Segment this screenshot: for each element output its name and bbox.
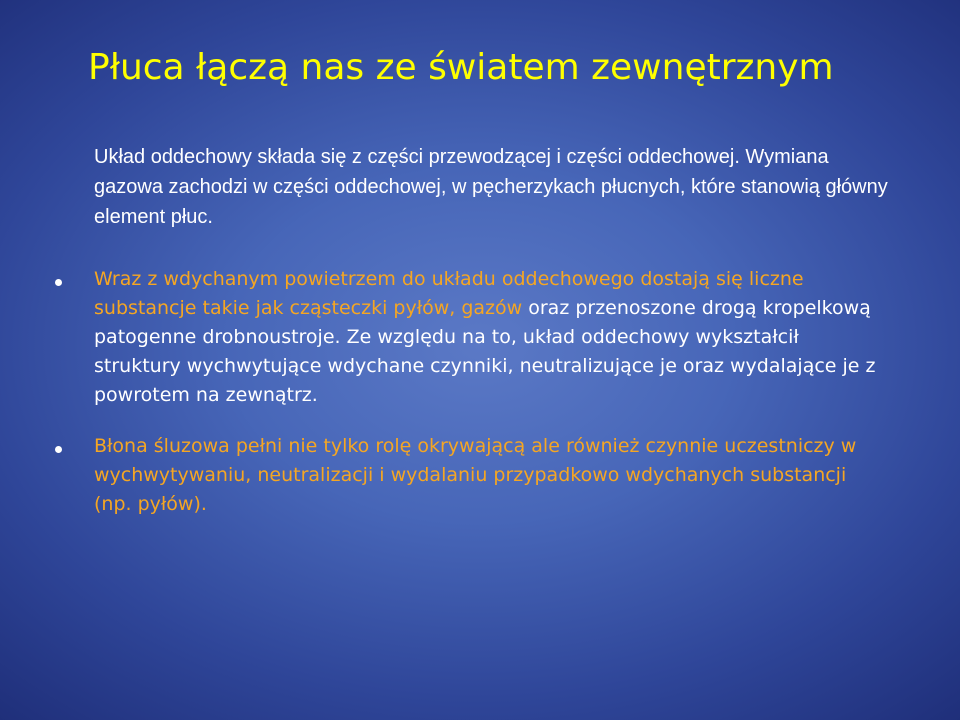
bullet-text-2: Błona śluzowa pełni nie tylko rolę okrywającą ale również czynnie uczestniczy w wychwytywaniu, neutralizacji i wydalaniu przypadkowo wdychanych substancji (np. pyłów). (94, 435, 857, 515)
bullet-dot-icon (55, 279, 62, 286)
bullet-1-highlight: Wraz z wdychanym powietrzem do układu oddechowego dostają się liczne substancje takie jak cząsteczki pyłów, gazów (94, 268, 804, 319)
bullet-1-continuation: oraz przenoszone drogą kropelkową patogenne drobnoustroje. Ze względu na to, układ oddechowy wykształcił struktury wychwytujące wdychane czynniki, neutralizujące je oraz wydalające je z powrotem na zewnątrz. (94, 297, 876, 406)
bullet-text-1 (94, 265, 884, 410)
bullet-dot-icon (55, 446, 62, 453)
intro-paragraph: Układ oddechowy składa się z części przewodzącej i części oddechowej. Wymiana gazowa zachodzi w części oddechowej, w pęcherzykach płucnych, które stanowią główny element płuc. (94, 146, 888, 228)
slide-title: Płuca łączą nas ze światem zewnętrznym (88, 47, 834, 88)
